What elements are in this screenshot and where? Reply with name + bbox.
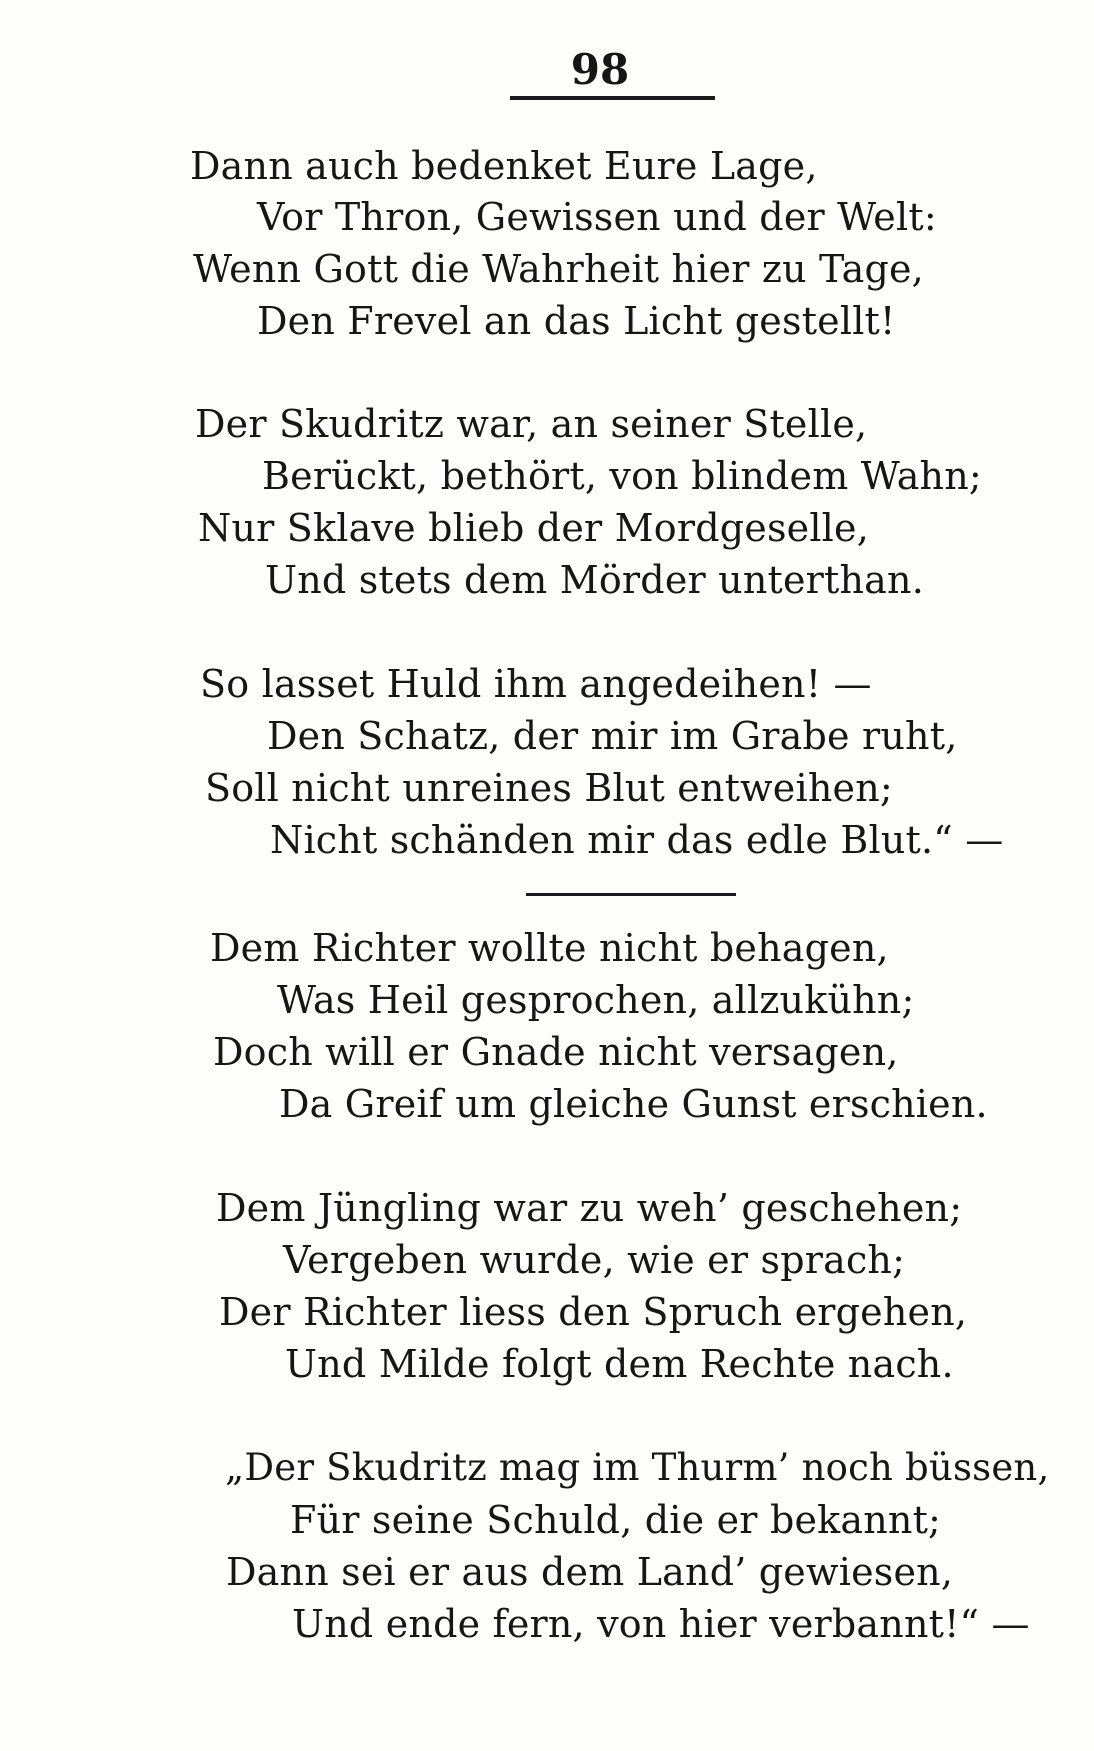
stanza-2-line-2: Berückt, bethört, von blindem Wahn;	[262, 454, 982, 498]
stanza-4-line-4: Da Greif um gleiche Gunst erschien.	[279, 1082, 988, 1126]
page-number-rule	[510, 96, 715, 100]
stanza-6-line-2: Für seine Schuld, die er bekannt;	[290, 1498, 942, 1542]
stanza-1-line-2: Vor Thron, Gewissen und der Welt:	[257, 195, 937, 239]
stanza-5-line-2: Vergeben wurde, wie er sprach;	[283, 1238, 906, 1282]
stanza-2-line-1: Der Skudritz war, an seiner Stelle,	[195, 402, 868, 446]
stanza-2-line-3: Nur Sklave blieb der Mordgeselle,	[198, 506, 870, 550]
stanza-1-line-4: Den Frevel an das Licht gestellt!	[257, 299, 896, 343]
stanza-3-line-4: Nicht schänden mir das edle Blut.“ —	[270, 818, 1004, 862]
stanza-4-line-1: Dem Richter wollte nicht behagen,	[210, 926, 889, 970]
stanza-3-line-3: Soll nicht unreines Blut entweihen;	[205, 766, 893, 810]
stanza-3-line-2: Den Schatz, der mir im Grabe ruht,	[267, 714, 958, 758]
stanza-4-line-2: Was Heil gesprochen, allzukühn;	[277, 978, 915, 1022]
stanza-5-line-3: Der Richter liess den Spruch ergehen,	[219, 1290, 968, 1334]
stanza-6-line-4: Und ende fern, von hier verbannt!“ —	[292, 1602, 1030, 1646]
page-number: 98	[570, 45, 630, 94]
stanza-5-line-4: Und Milde folgt dem Rechte nach.	[285, 1342, 954, 1386]
stanza-3-line-1: So lasset Huld ihm angedeihen! —	[200, 662, 872, 706]
stanza-6-line-1: „Der Skudritz mag im Thurm’ noch büssen,	[225, 1446, 1050, 1489]
stanza-1-line-1: Dann auch bedenket Eure Lage,	[190, 144, 818, 188]
stanza-6-line-3: Dann sei er aus dem Land’ gewiesen,	[226, 1550, 954, 1594]
stanza-2-line-4: Und stets dem Mörder unterthan.	[265, 558, 924, 602]
section-separator-rule	[526, 893, 736, 896]
stanza-4-line-3: Doch will er Gnade nicht versagen,	[213, 1030, 899, 1074]
stanza-5-line-1: Dem Jüngling war zu weh’ geschehen;	[216, 1186, 963, 1230]
stanza-1-line-3: Wenn Gott die Wahrheit hier zu Tage,	[193, 247, 924, 291]
